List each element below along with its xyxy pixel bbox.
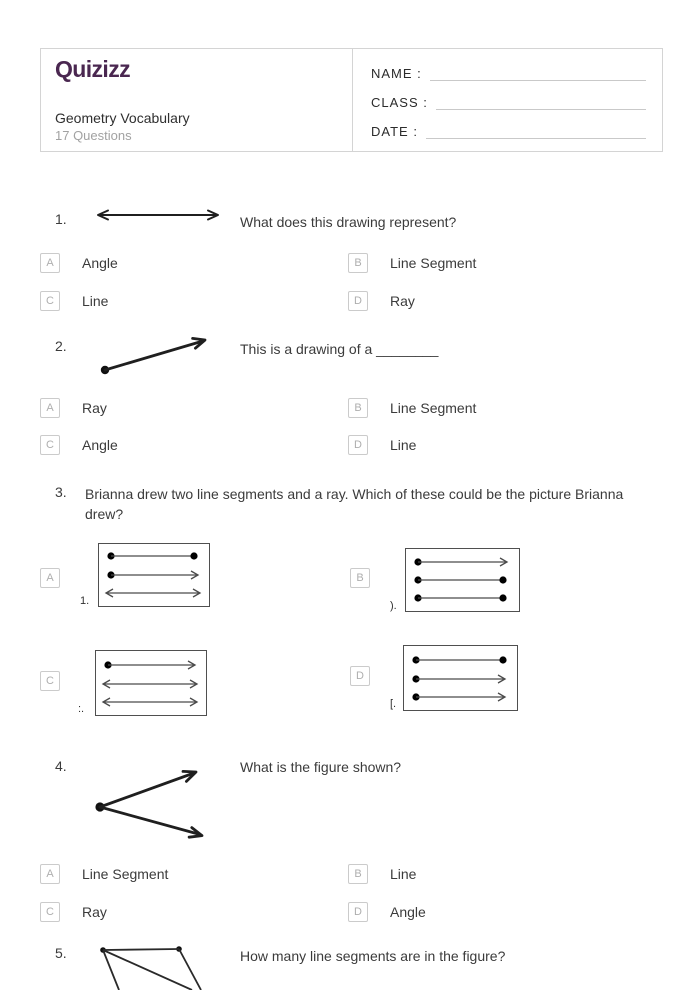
option-1a-label: Angle (82, 255, 118, 271)
line-figure (93, 206, 223, 224)
option-4d-box[interactable]: D (348, 902, 368, 922)
option-4a-box[interactable]: A (40, 864, 60, 884)
class-input-line[interactable] (436, 94, 646, 110)
answer-image-b[interactable] (405, 548, 520, 612)
name-field-label: NAME : (371, 66, 422, 81)
class-field-label: CLASS : (371, 95, 428, 110)
answer-image-a[interactable] (98, 543, 210, 607)
option-1a (40, 253, 348, 273)
option-1d-box[interactable]: D (348, 291, 368, 311)
question-3-number: 3. (55, 484, 67, 500)
worksheet-header (40, 48, 663, 152)
option-4c (40, 902, 348, 922)
answer-image-d[interactable] (403, 645, 518, 711)
option-2d-box[interactable]: D (348, 435, 368, 455)
header-fields-panel (353, 49, 662, 151)
question-4-text: What is the figure shown? (240, 759, 402, 775)
option-2b (348, 398, 656, 418)
option-2d-label: Line (390, 437, 417, 453)
date-field-row (371, 117, 646, 139)
option-1d (348, 291, 656, 311)
option-4c-box[interactable]: C (40, 902, 60, 922)
option-2c-box[interactable]: C (40, 435, 60, 455)
option-4b-box[interactable]: B (348, 864, 368, 884)
ray-figure (95, 330, 220, 380)
answer-image-b-figure (406, 549, 518, 610)
option-3d-box[interactable]: D (350, 666, 370, 686)
answer-image-b-caption: ). (390, 600, 397, 612)
question-4-number: 4. (55, 758, 67, 774)
answer-image-d-figure (404, 646, 516, 709)
question-1-text: What does this drawing represent? (240, 214, 457, 230)
date-field-label: DATE : (371, 124, 418, 139)
name-input-line[interactable] (430, 65, 646, 81)
option-2d (348, 435, 656, 455)
option-4a (40, 864, 348, 884)
answer-image-a-figure (99, 544, 208, 605)
option-4b (348, 864, 656, 884)
option-1c-box[interactable]: C (40, 291, 60, 311)
date-input-line[interactable] (426, 123, 646, 139)
question-2-options-row-1 (40, 398, 660, 418)
option-4c-label: Ray (82, 904, 107, 920)
option-4d (348, 902, 656, 922)
option-2c-label: Angle (82, 437, 118, 453)
option-1d-label: Ray (390, 293, 415, 309)
question-1-number: 1. (55, 211, 67, 227)
option-1a-box[interactable]: A (40, 253, 60, 273)
option-2b-label: Line Segment (390, 400, 477, 416)
option-1c-label: Line (82, 293, 109, 309)
answer-image-c-figure (96, 651, 205, 714)
option-2a (40, 398, 348, 418)
answer-image-c[interactable] (95, 650, 207, 716)
angle-figure (90, 763, 220, 845)
question-4-options-row-2 (40, 902, 660, 922)
option-4d-label: Angle (390, 904, 426, 920)
option-3b-box[interactable]: B (350, 568, 370, 588)
header-left-panel (41, 49, 353, 151)
option-4a-label: Line Segment (82, 866, 169, 882)
option-1b (348, 253, 656, 273)
option-1b-box[interactable]: B (348, 253, 368, 273)
worksheet-title: Geometry Vocabulary (55, 109, 190, 126)
answer-image-d-caption: [. (390, 698, 397, 710)
option-2a-label: Ray (82, 400, 107, 416)
header-title-block (55, 110, 338, 144)
answer-image-a-caption: 1. (80, 595, 90, 607)
question-5-number: 5. (55, 945, 67, 961)
option-3c-box[interactable]: C (40, 671, 60, 691)
question-4-options-row-1 (40, 864, 660, 884)
option-2c (40, 435, 348, 455)
class-field-row (371, 88, 646, 110)
question-count: 17 Questions (55, 128, 132, 143)
question-1-options-row-2 (40, 291, 660, 311)
name-field-row (371, 59, 646, 81)
question-1-options-row-1 (40, 253, 660, 273)
answer-image-c-caption: :. (78, 703, 85, 715)
option-3a-box[interactable]: A (40, 568, 60, 588)
option-1c (40, 291, 348, 311)
option-4b-label: Line (390, 866, 417, 882)
polygon-figure (95, 942, 215, 990)
quizizz-logo: Quizizz (55, 56, 131, 82)
question-2-number: 2. (55, 338, 67, 354)
question-5-text: How many line segments are in the figure? (240, 948, 506, 964)
option-2a-box[interactable]: A (40, 398, 60, 418)
question-2-options-row-2 (40, 435, 660, 455)
question-3-text: Brianna drew two line segments and a ray. Which of these could be the picture Brianna drew? (85, 486, 624, 523)
option-1b-label: Line Segment (390, 255, 477, 271)
question-2-text: This is a drawing of a ________ (240, 341, 439, 357)
option-2b-box[interactable]: B (348, 398, 368, 418)
